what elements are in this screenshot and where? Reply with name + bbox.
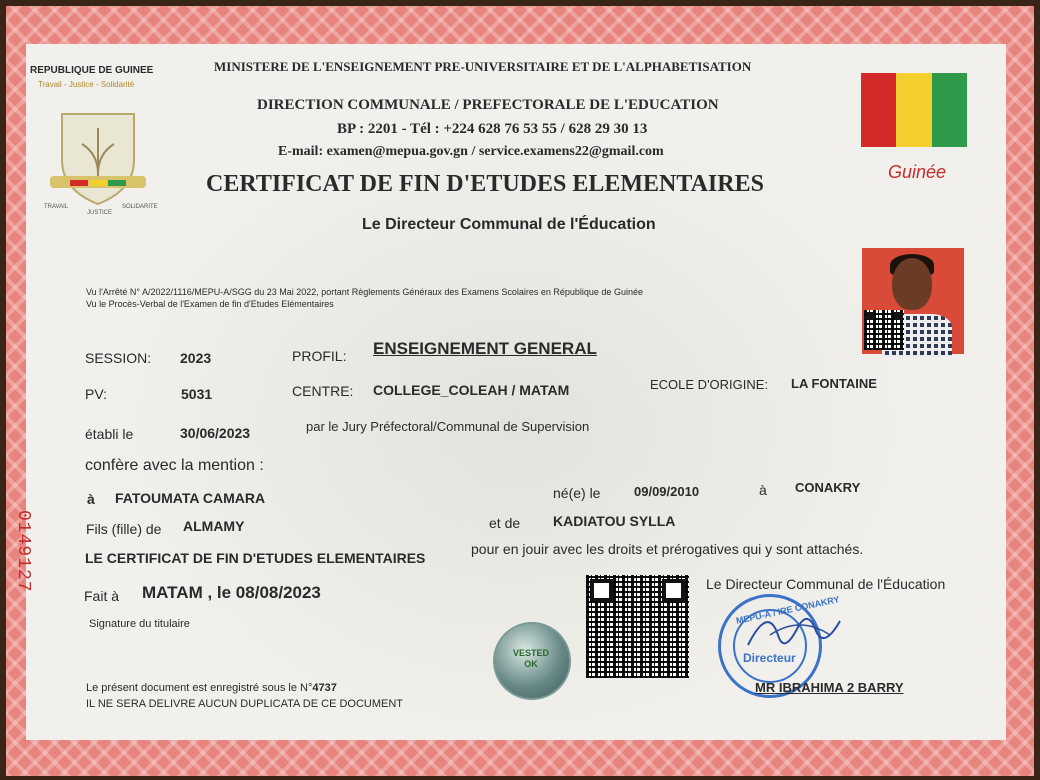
a-label: à (87, 491, 95, 507)
birth-date: 09/09/2010 (634, 484, 700, 499)
ecole-label: ECOLE D'ORIGINE: (650, 377, 769, 392)
ecole-value: LA FONTAINE (791, 376, 877, 391)
contact-line: BP : 2201 - Tél : +224 628 76 53 55 / 628 29 30 13 (337, 121, 648, 137)
guinea-flag (861, 73, 967, 147)
profil-value: ENSEIGNEMENT GENERAL (373, 339, 597, 358)
certificate-name: LE CERTIFICAT DE FIN D'ETUDES ELEMENTAIRES (85, 550, 426, 566)
certificate-title: CERTIFICAT DE FIN D'ETUDES ELEMENTAIRES (206, 171, 764, 197)
photo-qr-code (864, 310, 904, 350)
etabli-date: 30/06/2023 (180, 425, 251, 441)
etabli-label: établi le (85, 426, 134, 442)
flag-yellow-band (896, 73, 931, 147)
registration-text: Le présent document est enregistré sous le N°4737 (86, 682, 337, 694)
flag-green-band (932, 73, 967, 147)
certificate-rights: pour en jouir avec les droits et prérogatives qui y sont attachés. (471, 541, 864, 557)
birth-label: né(e) le (553, 485, 601, 501)
director-signature (740, 605, 850, 665)
centre-value: COLLEGE_COLEAH / MATAM (373, 382, 570, 398)
legal-reference-1: Vu l'Arrêté N° A/2022/1116/MEPU-A/SGG du 23 Mai 2022, portant Règlements Généraux des Examens Scolaires en République de Guinée (86, 287, 643, 297)
parents-label: Fils (fille) de (86, 521, 162, 537)
director-title: Le Directeur Communal de l'Éducation (706, 576, 946, 592)
profil-label: PROFIL: (292, 348, 347, 364)
stamp-ring-text: MEPU-A / IRE CONAKRY (735, 594, 841, 626)
confere-text: confère avec la mention : (85, 457, 264, 474)
session-label: SESSION: (85, 350, 152, 366)
holder-name: FATOUMATA CAMARA (115, 490, 266, 506)
no-duplicate-notice: IL NE SERA DELIVRE AUCUN DUPLICATA DE CE DOCUMENT (86, 698, 404, 710)
republic-label: REPUBLIQUE DE GUINEE (30, 65, 154, 76)
flag-red-band (861, 73, 896, 147)
fait-place-date: MATAM , le 08/08/2023 (142, 583, 321, 602)
centre-label: CENTRE: (292, 383, 354, 399)
director-name: MR IBRAHIMA 2 BARRY (755, 680, 904, 695)
stamp-center-text: Directeur (743, 651, 796, 665)
registration-number: 4737 (312, 682, 337, 694)
ministry-line: MINISTERE DE L'ENSEIGNEMENT PRE-UNIVERSITAIRE ET DE L'ALPHABETISATION (214, 59, 752, 74)
email-line: E-mail: examen@mepua.gov.gn / service.examens22@gmail.com (278, 144, 664, 159)
holder-signature-label: Signature du titulaire (89, 618, 190, 630)
seal-text: VESTED OK (512, 648, 549, 669)
verification-qr-code (586, 575, 689, 678)
et-de-label: et de (489, 515, 521, 531)
session-value: 2023 (180, 350, 212, 366)
hologram-seal (493, 622, 571, 700)
legal-reference-2: Vu le Procès-Verbal de l'Examen de fin d'Etudes Elémentaires (86, 299, 334, 309)
pv-value: 5031 (181, 386, 213, 402)
guinee-brand-logo: Guinée (888, 162, 947, 182)
motto: Travail - Justice - Solidarité (38, 80, 135, 89)
father-name: ALMAMY (183, 518, 245, 534)
birth-place: CONAKRY (795, 480, 861, 495)
emblem-word-1: TRAVAIL (44, 204, 69, 210)
pv-label: PV: (85, 386, 108, 402)
jury-text: par le Jury Préfectoral/Communal de Supervision (306, 419, 590, 434)
holder-photo (862, 248, 964, 354)
emblem-word-2: JUSTICE (87, 210, 113, 216)
emblem-word-3: SOLIDARITE (122, 204, 158, 210)
mother-name: KADIATOU SYLLA (553, 513, 676, 529)
fait-label: Fait à (84, 588, 120, 604)
direction-line: DIRECTION COMMUNALE / PREFECTORALE DE L'EDUCATION (257, 97, 719, 113)
birth-place-label: à (759, 482, 767, 498)
certificate-subtitle: Le Directeur Communal de l'Éducation (362, 216, 656, 233)
coat-of-arms-emblem (42, 104, 158, 216)
serial-number: 0149127 (13, 510, 33, 593)
